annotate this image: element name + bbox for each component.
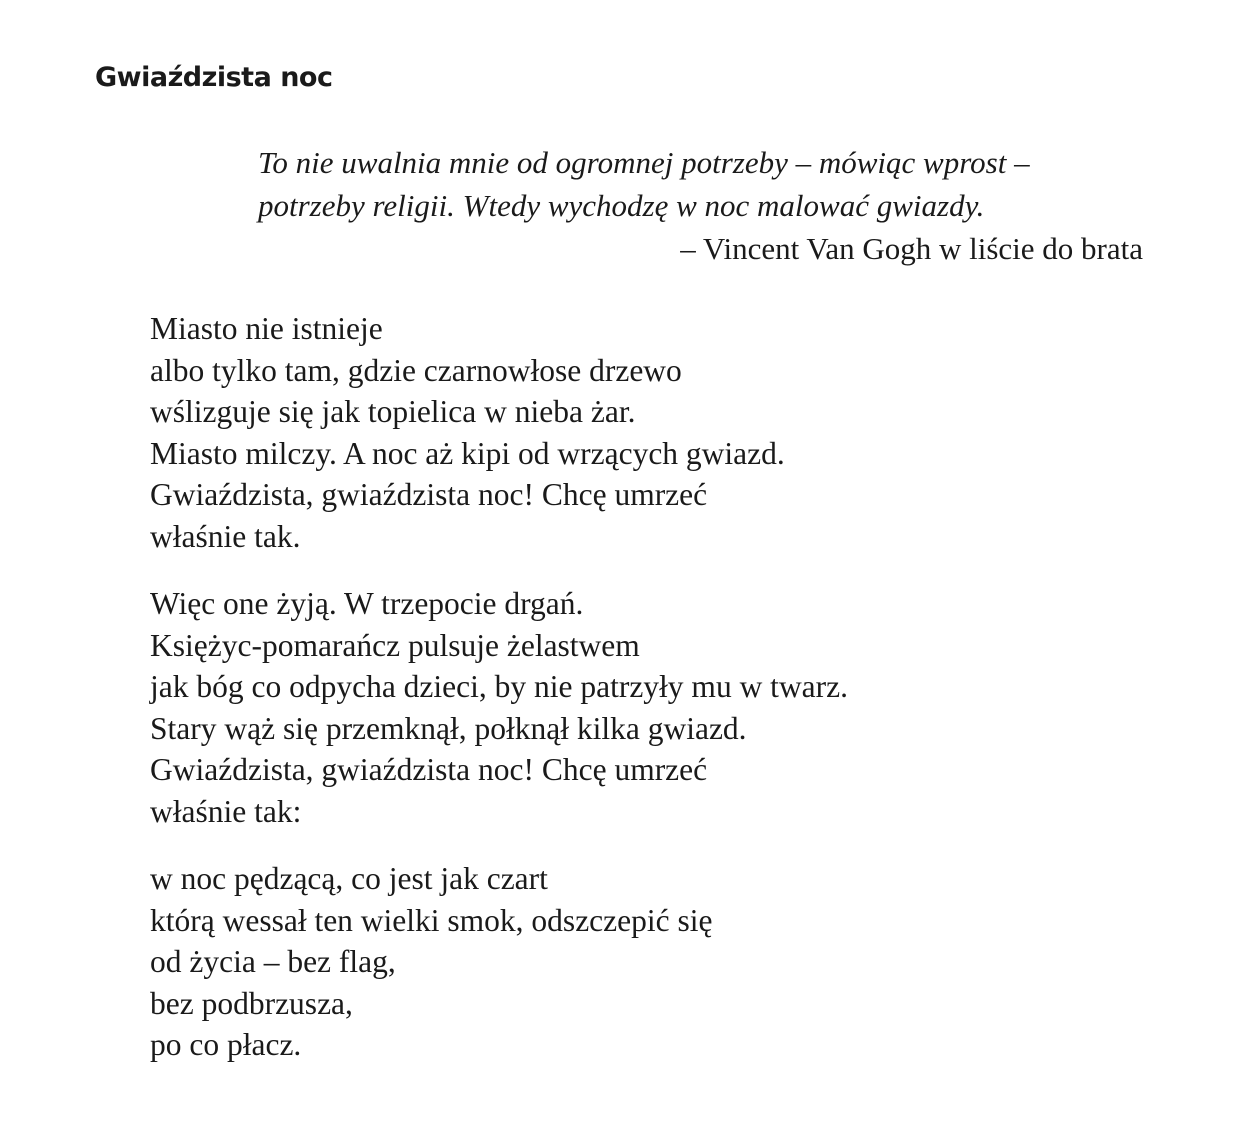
stanza-1 xyxy=(150,308,1150,557)
epigraph-line: potrzeby religii. Wtedy wychodzę w noc malować gwiazdy. xyxy=(258,188,985,223)
epigraph-line: To nie uwalnia mnie od ogromnej potrzeby – mówiąc wprost – xyxy=(258,145,1030,180)
verse-line: Stary wąż się przemknął, połknął kilka gwiazd. xyxy=(150,710,747,746)
verse-line: właśnie tak. xyxy=(150,518,301,554)
poem-body xyxy=(150,308,1150,1092)
verse-line: Gwiaździsta, gwiaździsta noc! Chcę umrzeć xyxy=(150,477,708,512)
epigraph-attribution: – Vincent Van Gogh w liście do brata xyxy=(680,231,1143,266)
verse-line: Miasto nie istnieje xyxy=(150,311,383,346)
stanza-2 xyxy=(150,583,1150,832)
epigraph xyxy=(258,141,1143,270)
verse-line: po co płacz. xyxy=(150,1027,302,1062)
verse-line: jak bóg co odpycha dzieci, by nie patrzyły mu w twarz. xyxy=(150,669,849,704)
stanza-3 xyxy=(150,858,1150,1066)
verse-line: Miasto milczy. A noc aż kipi od wrzących gwiazd. xyxy=(150,435,785,471)
poem-title: Gwiaździsta noc xyxy=(95,62,333,93)
verse-line: albo tylko tam, gdzie czarnowłose drzewo xyxy=(150,352,682,388)
verse-line: Gwiaździsta, gwiaździsta noc! Chcę umrzeć xyxy=(150,752,708,787)
verse-line: w noc pędzącą, co jest jak czart xyxy=(150,861,548,896)
verse-line: od życia – bez flag, xyxy=(150,944,396,979)
verse-line: którą wessał ten wielki smok, odszczepić się xyxy=(150,902,713,938)
verse-line: wślizguje się jak topielica w nieba żar. xyxy=(150,394,636,429)
verse-line: Księżyc-pomarańcz pulsuje żelastwem xyxy=(150,627,640,663)
verse-line: Więc one żyją. W trzepocie drgań. xyxy=(150,586,584,621)
verse-line: bez podbrzusza, xyxy=(150,985,353,1021)
verse-line: właśnie tak: xyxy=(150,793,302,829)
